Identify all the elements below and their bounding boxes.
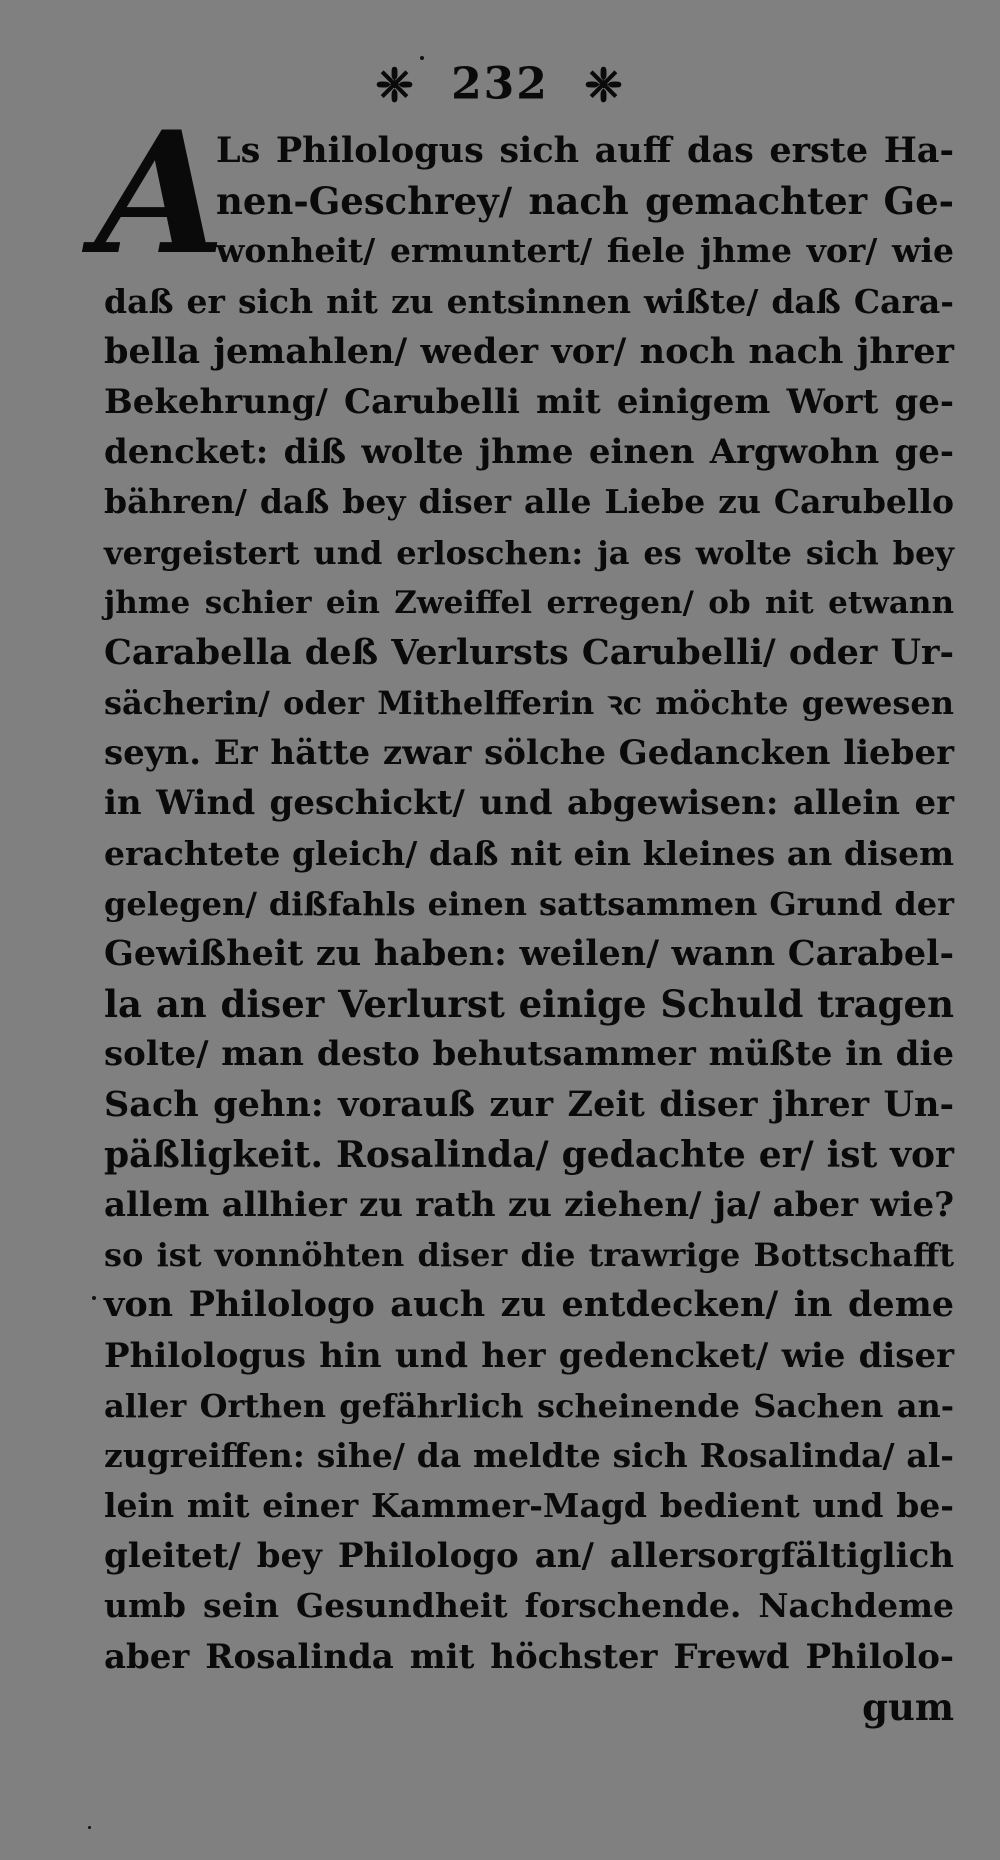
- text-line: Bekehrung/ Carubelli mit einigem Wort ge-: [104, 381, 954, 422]
- text-line: seyn. Er hätte zwar sölche Gedancken lieber: [104, 733, 954, 774]
- drop-cap: A: [95, 94, 226, 292]
- text-line: daß er sich nit zu entsinnen wißte/ daß Cara-: [104, 281, 954, 321]
- print-speck: [420, 56, 424, 60]
- text-line: allem allhier zu rath zu ziehen/ ja/ aber wie?: [104, 1184, 954, 1225]
- text-line: gum: [862, 1684, 954, 1729]
- text-line: wonheit/ ermuntert/ fiele jhme vor/ wie: [216, 231, 954, 271]
- text-line: zugreiffen: sihe/ da meldte sich Rosalinda/ al-: [104, 1435, 954, 1475]
- text-line: vergeistert und erloschen: ja es wolte sich bey: [104, 533, 954, 572]
- text-line: umb sein Gesundheit forschende. Nachdeme: [104, 1586, 954, 1626]
- text-line: aller Orthen gefährlich scheinende Sachen an-: [104, 1386, 954, 1425]
- text-line: Carabella deß Verlursts Carubelli/ oder Ur-: [104, 631, 954, 673]
- text-line: päßligkeit. Rosalinda/ gedachte er/ ist vor: [104, 1133, 954, 1176]
- text-line: aber Rosalinda mit höchster Frewd Philolo-: [104, 1636, 954, 1677]
- text-line: Sach gehn: vorauß zur Zeit diser jhrer Un-: [104, 1083, 954, 1125]
- text-line: erachtete gleich/ daß nit ein kleines an disem: [104, 833, 954, 873]
- text-line: gelegen/ dißfahls einen sattsammen Grund der: [104, 884, 954, 923]
- body-text: [104, 126, 954, 1732]
- text-line: von Philologo auch zu entdecken/ in deme: [104, 1284, 954, 1326]
- text-line: in Wind geschickt/ und abgewisen: allein er: [104, 783, 954, 824]
- text-line: bähren/ daß bey diser alle Liebe zu Carubello: [104, 482, 954, 522]
- text-line: nen-Geschrey/ nach gemachter Ge-: [216, 179, 954, 224]
- text-line: lein mit einer Kammer-Magd bedient und be-: [104, 1486, 954, 1526]
- text-line: la an diser Verlurst einige Schuld tragen: [104, 982, 954, 1027]
- text-line: sächerin/ oder Mithelfferin ꝛc möchte gewesen: [104, 684, 954, 723]
- text-line: Gewißheit zu haben: weilen/ wann Carabel-: [104, 933, 954, 974]
- text-line: Ls Philologus sich auff das erste Ha-: [216, 130, 954, 171]
- ornament-left-icon: ❈: [375, 57, 416, 112]
- text-line: jhme schier ein Zweiffel erregen/ ob nit etwann: [104, 584, 954, 621]
- text-line: dencket: diß wolte jhme einen Argwohn ge-: [104, 432, 954, 473]
- text-line: so ist vonnöhten diser die trawrige Bottschafft: [104, 1236, 954, 1275]
- text-line: Philologus hin und her gedencket/ wie diser: [104, 1335, 954, 1376]
- text-line: gleitet/ bey Philologo an/ allersorgfältiglich: [104, 1536, 954, 1577]
- page-number: 232: [451, 58, 549, 110]
- text-line: solte/ man desto behutsammer müßte in die: [104, 1034, 954, 1075]
- print-speck: [88, 1826, 91, 1829]
- text-line: bella jemahlen/ weder vor/ noch nach jhrer: [104, 330, 954, 372]
- ornament-right-icon: ❈: [584, 57, 625, 112]
- print-speck: [92, 1296, 96, 1300]
